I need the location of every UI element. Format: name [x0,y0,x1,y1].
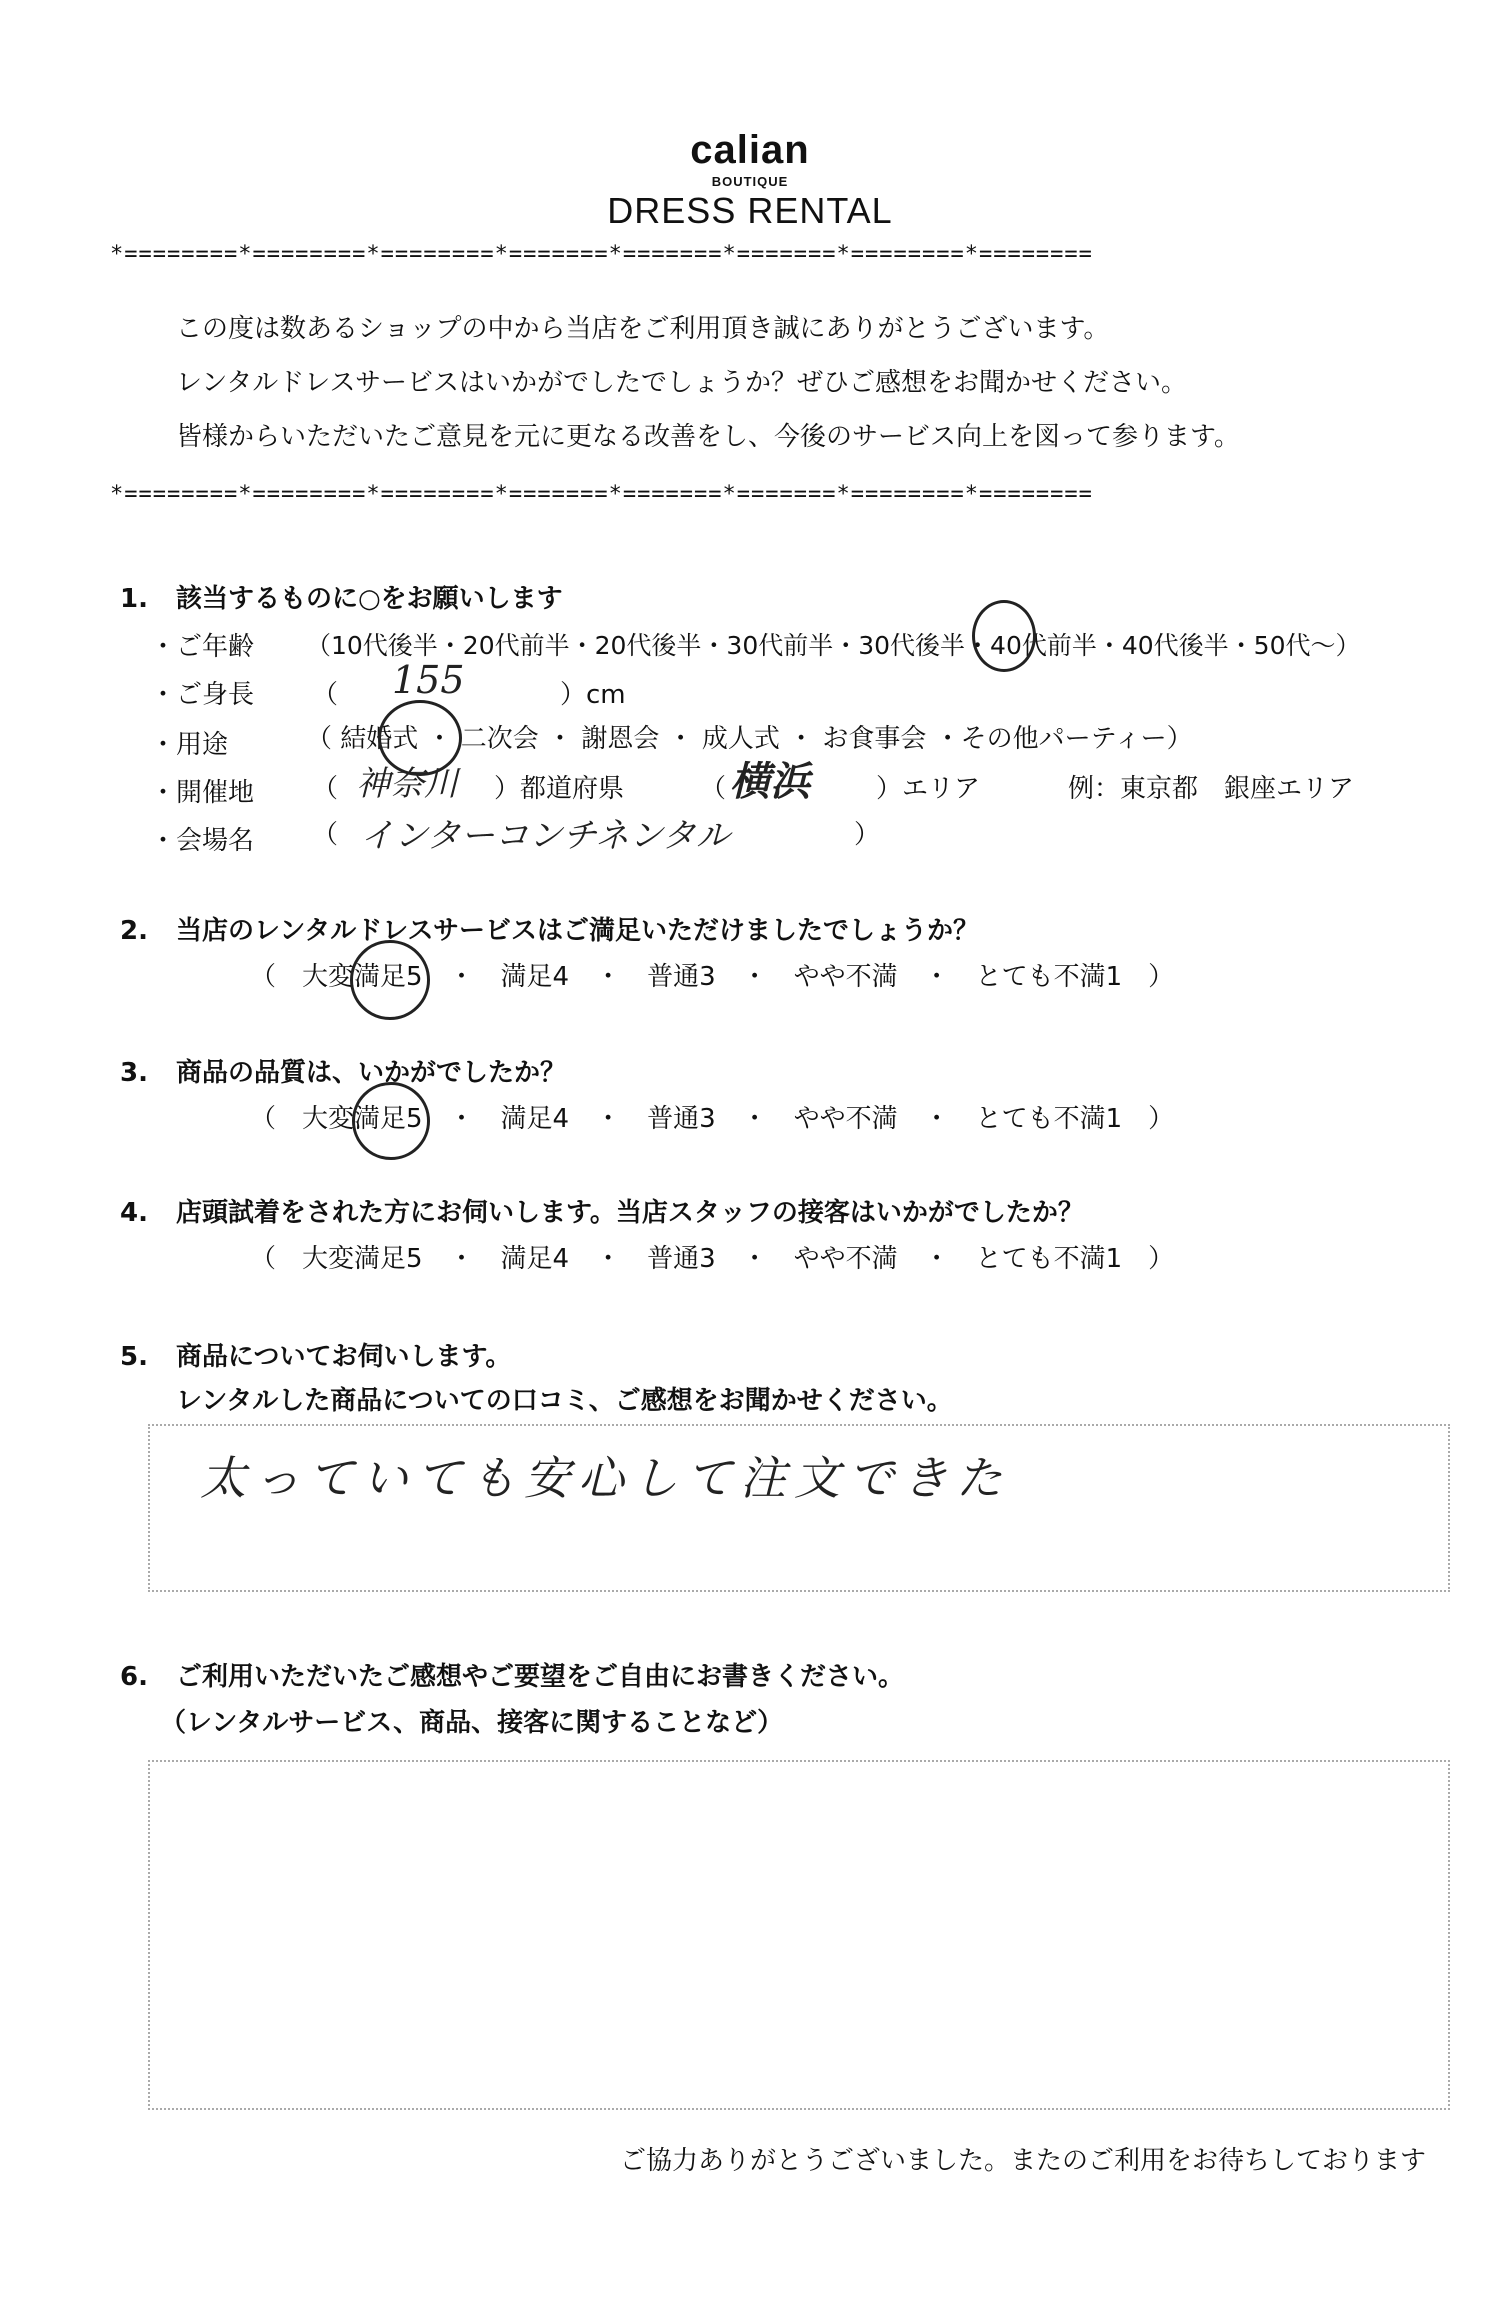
age-label: ・ご年齢 [150,632,255,662]
question-3-scale: （ 大変満足5 ・ 満足4 ・ 普通3 ・ やや不満 ・ とても不満1 ） [250,1104,1175,1134]
question-3-number: 3. [120,1058,148,1088]
venue-open-paren: （ [312,774,339,804]
height-unit: ）cm [560,680,626,710]
venue-area-value: 横浜 [730,758,810,805]
hall-label: ・会場名 [150,826,255,856]
question-5-heading [120,1336,511,1373]
question-4-title: 店頭試着をされた方にお伺いします。当店スタッフの接客はいかがでしたか？ [176,1198,1084,1228]
footer-thanks: ご協力ありがとうございました。またのご利用をお待ちしております [620,2146,1427,2176]
separator-bottom: *========*========*========*=======*=======*=======*========*======== [110,482,1093,507]
venue-prefecture-unit: ）都道府県 [494,774,625,804]
question-3-heading [120,1052,566,1089]
question-4-heading [120,1192,1084,1229]
question-6-subtitle: （レンタルサービス、商品、接客に関することなど） [160,1708,784,1738]
hall-close-paren: ） [854,820,881,850]
question-2-heading [120,910,979,947]
hall-value: インターコンチネンタル [360,816,730,856]
question-3-selection-circle [352,1082,430,1160]
venue-label: ・開催地 [150,778,255,808]
age-selection-circle [972,600,1036,672]
venue-area-unit: ）エリア [876,774,981,804]
question-4-number: 4. [120,1198,148,1228]
brand-sub: BOUTIQUE [711,174,789,189]
height-value: 155 [392,658,465,702]
venue-area-open-paren: （ [700,774,727,804]
question-6-heading [120,1656,904,1693]
purpose-label: ・用途 [150,730,229,760]
hall-open-paren: （ [312,820,339,850]
question-1-heading [120,578,563,615]
document-title: DRESS RENTAL [607,190,893,231]
question-5-answer: 太っていても安心して注文できた [200,1451,1010,1505]
venue-example: 例：東京都 銀座エリア [1068,774,1355,804]
question-5-number: 5. [120,1342,148,1372]
question-2-title: 当店のレンタルドレスサービスはご満足いただけましたでしょうか？ [176,916,980,946]
question-2-selection-circle [350,940,430,1020]
intro-line-3: 皆様からいただいたご意見を元に更なる改善をし、今後のサービス向上を図って参ります。 [176,422,1240,452]
question-1-number: 1. [120,584,148,614]
separator-top: *========*========*========*=======*=======*=======*========*======== [110,242,1093,267]
question-6-title: ご利用いただいたご感想やご要望をご自由にお書きください。 [176,1662,905,1692]
height-label: ・ご身長 [150,680,255,710]
question-3-title: 商品の品質は、いかがでしたか？ [176,1058,567,1088]
question-6-number: 6. [120,1662,148,1692]
question-5-subtitle: レンタルした商品についての口コミ、ご感想をお聞かせください。 [176,1386,953,1416]
question-6-answer-box [148,1760,1450,2110]
intro-line-2: レンタルドレスサービスはいかがでしたでしょうか？ぜひご感想をお聞かせください。 [176,368,1188,398]
age-options: （10代後半・20代前半・20代後半・30代前半・30代後半・40代前半・40代後半・50代～） [306,631,1361,660]
purpose-options: （ 結婚式 ・ 二次会 ・ 謝恩会 ・ 成人式 ・ お食事会 ・その他パーティー） [306,724,1193,754]
height-open-paren: （ [312,680,339,710]
question-4-scale: （ 大変満足5 ・ 満足4 ・ 普通3 ・ やや不満 ・ とても不満1 ） [250,1244,1175,1274]
question-2-scale: （ 大変満足5 ・ 満足4 ・ 普通3 ・ やや不満 ・ とても不満1 ） [250,962,1175,992]
venue-prefecture-value: 神奈川 [356,764,458,804]
question-2-number: 2. [120,916,148,946]
question-5-title: 商品についてお伺いします。 [176,1342,512,1372]
question-1-title: 該当するものに○をお願いします [176,584,563,614]
intro-line-1: この度は数あるショップの中から当店をご利用頂き誠にありがとうございます。 [176,314,1110,344]
brand-logo: calian [690,128,810,172]
